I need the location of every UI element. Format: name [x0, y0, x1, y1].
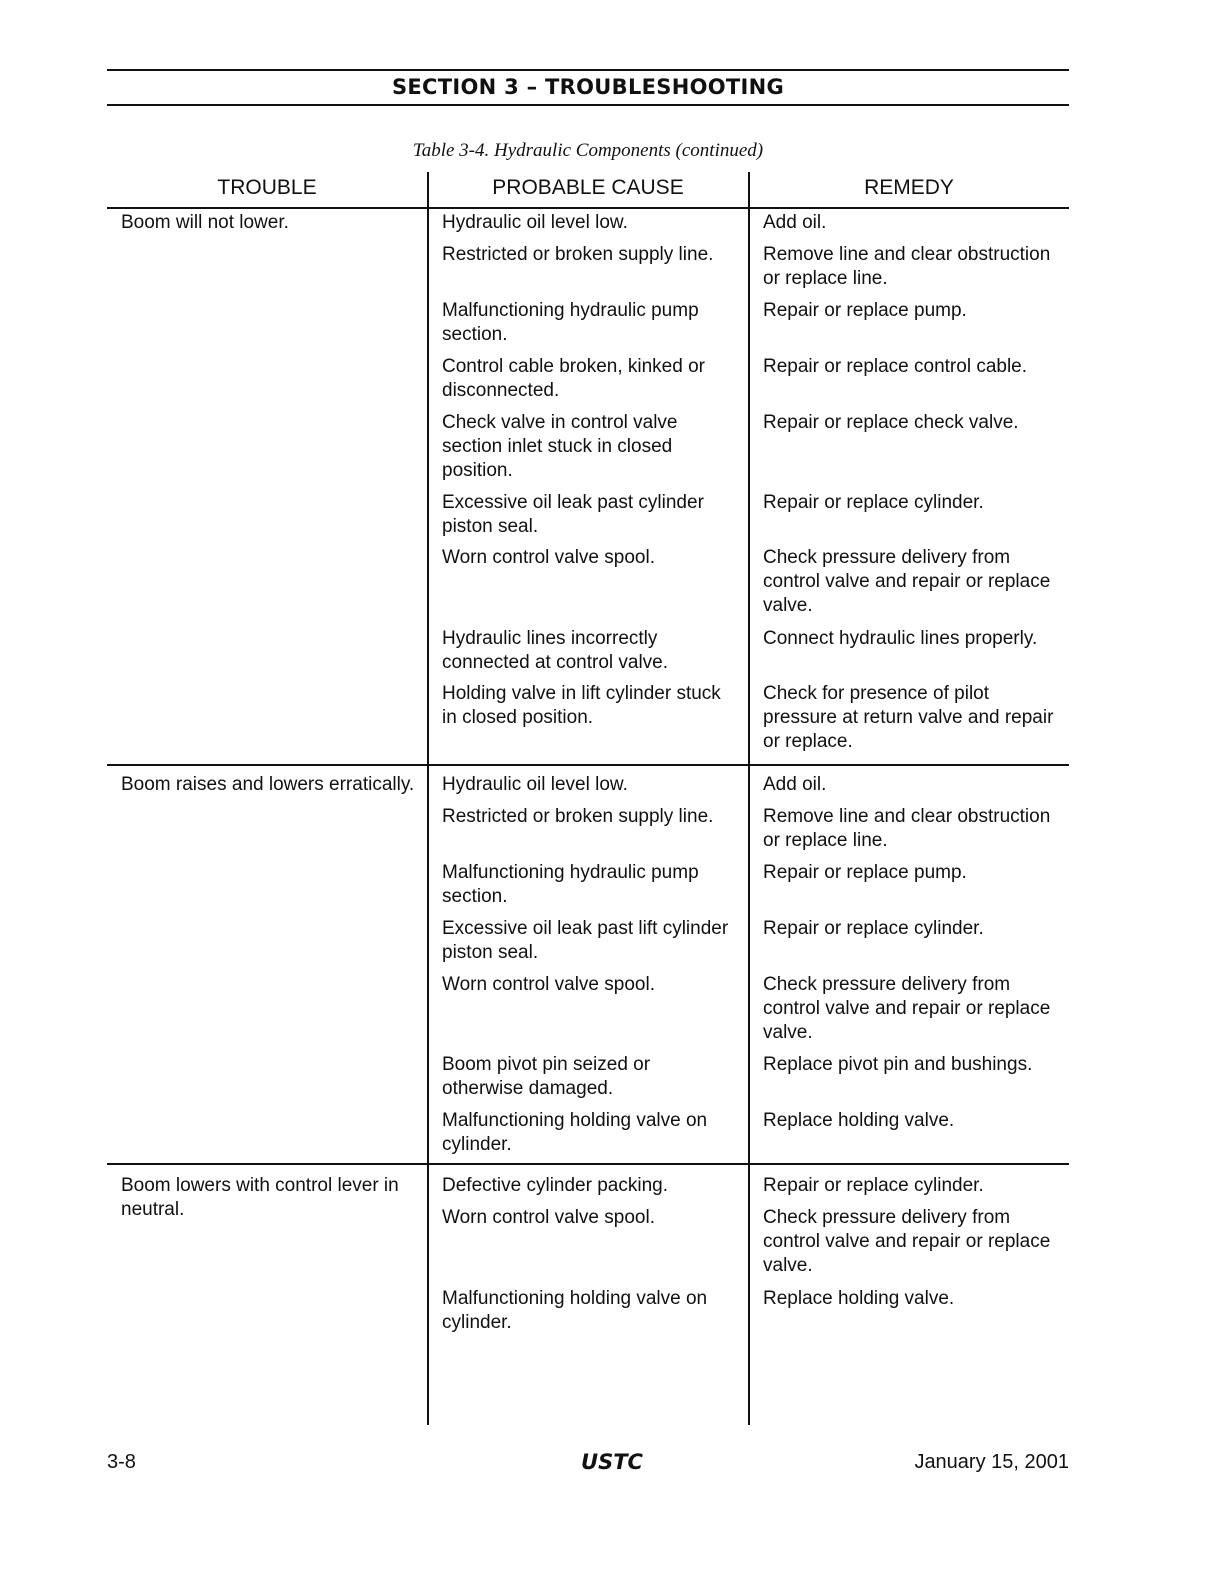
remedy-text: Check pressure delivery from control valve and repair or replace valve. [763, 1207, 1051, 1276]
cause-text: Malfunctioning hydraulic pump section. [442, 862, 699, 907]
remedy-text: Repair or replace control cable. [763, 356, 1028, 377]
cause-text: Holding valve in lift cylinder stuck in closed position. [442, 683, 721, 728]
cause-text: Check valve in control valve section inlet stuck in closed position. [442, 412, 678, 481]
remedy-text: Check pressure delivery from control valve and repair or replace valve. [763, 974, 1051, 1043]
cause-text: Restricted or broken supply line. [442, 244, 714, 265]
remedy-text: Repair or replace cylinder. [763, 1175, 984, 1196]
remedy-text: Repair or replace cylinder. [763, 918, 984, 939]
remedy-text: Repair or replace check valve. [763, 412, 1019, 433]
remedy-text: Repair or replace cylinder. [763, 492, 984, 513]
cause-text: Worn control valve spool. [442, 547, 655, 568]
column-header-remedy: REMEDY [864, 176, 954, 199]
footer-brand: USTC [581, 1450, 643, 1474]
column-header-cause: PROBABLE CAUSE [492, 176, 684, 199]
remedy-text: Replace holding valve. [763, 1110, 955, 1131]
cause-text: Restricted or broken supply line. [442, 806, 714, 827]
cause-text: Excessive oil leak past cylinder piston seal. [442, 492, 704, 537]
remedy-text: Check for presence of pilot pressure at return valve and repair or replace. [763, 683, 1054, 752]
trouble-text: Boom will not lower. [121, 212, 289, 233]
remedy-text: Connect hydraulic lines properly. [763, 628, 1038, 649]
cause-text: Worn control valve spool. [442, 1207, 655, 1228]
column-divider-right [748, 172, 750, 1425]
cause-text: Boom pivot pin seized or otherwise damaged. [442, 1054, 651, 1099]
page-number: 3-8 [107, 1451, 136, 1473]
cause-text: Control cable broken, kinked or disconnected. [442, 356, 705, 401]
cause-text: Hydraulic oil level low. [442, 212, 628, 233]
remedy-text: Remove line and clear obstruction or replace line. [763, 244, 1051, 289]
section-header [107, 69, 1069, 106]
cause-text: Excessive oil leak past lift cylinder piston seal. [442, 918, 729, 963]
group-divider [107, 1163, 1069, 1165]
header-rule [107, 207, 1069, 209]
column-header-trouble: TROUBLE [217, 176, 317, 199]
remedy-text: Remove line and clear obstruction or replace line. [763, 806, 1051, 851]
remedy-text: Repair or replace pump. [763, 300, 967, 321]
cause-text: Defective cylinder packing. [442, 1175, 668, 1196]
trouble-text: Boom lowers with control lever in neutral. [121, 1175, 399, 1220]
footer-date: January 15, 2001 [914, 1451, 1069, 1473]
cause-text: Malfunctioning hydraulic pump section. [442, 300, 699, 345]
remedy-text: Replace pivot pin and bushings. [763, 1054, 1033, 1075]
cause-text: Malfunctioning holding valve on cylinder. [442, 1288, 708, 1333]
trouble-text: Boom raises and lowers erratically. [121, 774, 415, 795]
group-divider [107, 764, 1069, 766]
cause-text: Hydraulic lines incorrectly connected at control valve. [442, 628, 669, 673]
remedy-text: Replace holding valve. [763, 1288, 955, 1309]
cause-text: Malfunctioning holding valve on cylinder. [442, 1110, 708, 1155]
remedy-text: Repair or replace pump. [763, 862, 967, 883]
remedy-text: Add oil. [763, 212, 827, 233]
cause-text: Hydraulic oil level low. [442, 774, 628, 795]
table-caption: Table 3-4. Hydraulic Components (continued) [412, 140, 764, 161]
cause-text: Worn control valve spool. [442, 974, 655, 995]
remedy-text: Check pressure delivery from control valve and repair or replace valve. [763, 547, 1051, 616]
column-divider-left [427, 172, 429, 1425]
section-title: SECTION 3 – TROUBLESHOOTING [391, 75, 785, 99]
remedy-text: Add oil. [763, 774, 827, 795]
